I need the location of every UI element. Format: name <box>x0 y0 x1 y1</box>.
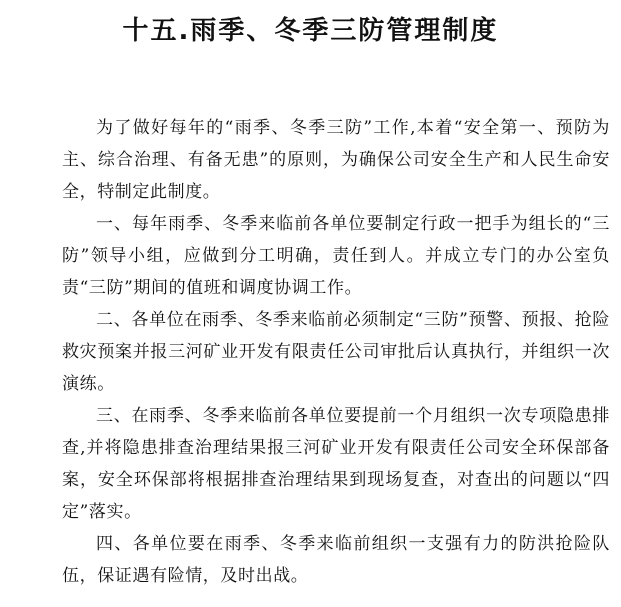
paragraph-item-3: 三、在雨季、冬季来临前各单位要提前一个月组织一次专项隐患排查,并将隐患排查治理结果报三河矿业开发有限责任公司安全环保部备案，安全环保部将根据排查治理结果到现场复查，对查出的问题以“四定”落实。 <box>62 406 610 522</box>
document-title: 十五.雨季、冬季三防管理制度 <box>122 16 499 46</box>
paragraph-item-1: 一、每年雨季、冬季来临前各单位要制定行政一把手为组长的“三防”领导小组，应做到分工明确，责任到人。并成立专门的办公室负责“三防”期间的值班和调度协调工作。 <box>62 214 610 298</box>
paragraph-intro: 为了做好每年的“雨季、冬季三防”工作,本着“安全第一、预防为主、综合治理、有备无患”的原则，为确保公司安全生产和人民生命安全，特制定此制度。 <box>62 118 610 202</box>
paragraph-item-4: 四、各单位要在雨季、冬季来临前组织一支强有力的防洪抢险队伍，保证遇有险情，及时出战。 <box>62 534 610 586</box>
paragraph-item-2: 二、各单位在雨季、冬季来临前必须制定“三防”预警、预报、抢险救灾预案并报三河矿业开发有限责任公司审批后认真执行，并组织一次演练。 <box>62 310 610 394</box>
document-body <box>62 112 610 592</box>
